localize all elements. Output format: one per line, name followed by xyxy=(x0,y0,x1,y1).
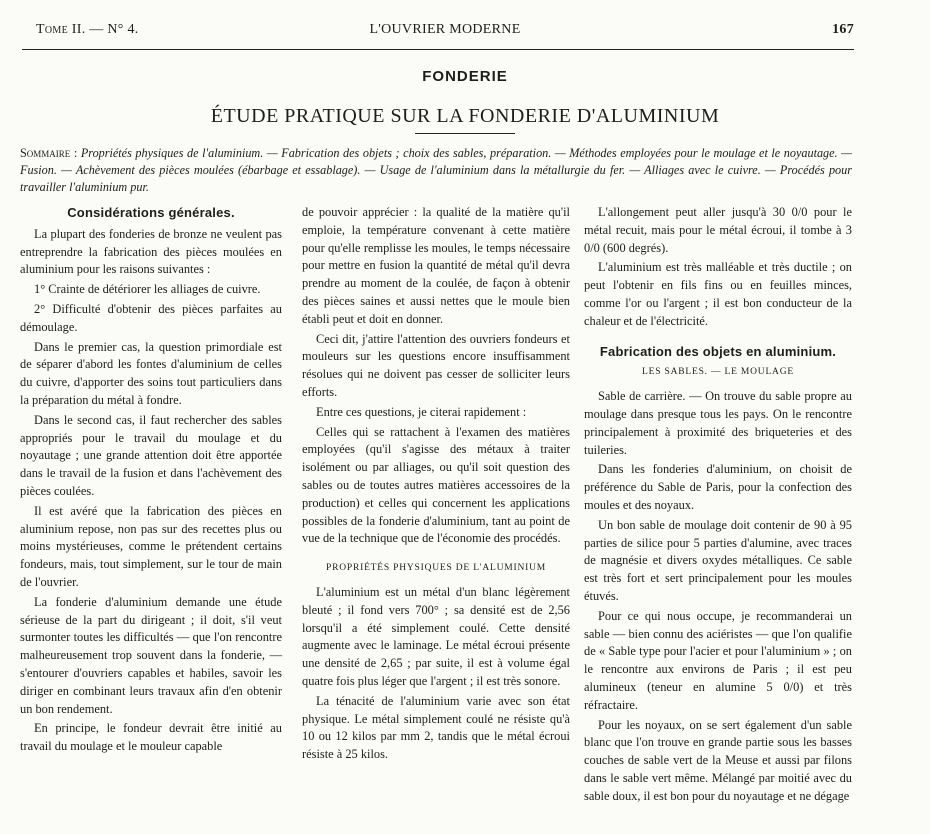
heading-fabrication: Fabrication des objets en aluminium. xyxy=(599,343,837,359)
paragraph: L'aluminium est un métal d'un blanc légèrement bleuté ; il fond vers 700° ; sa densité est de 2,56 lorsqu'il a été simplement coulé. Cette densité augmente avec le laminage. Le métal écroui présente une densité de 2,65 ; par suite, il est à volume égal quatre fois plus léger que l'argent ; il est très sonore. xyxy=(302,584,570,688)
page-number: 167 xyxy=(832,22,854,37)
column-1 xyxy=(20,204,282,756)
paragraph: Pour les noyaux, on se sert également d'un sable blanc que l'on trouve en grande partie sous les basses couches de sable vert de la Meuse et aussi par filons dans le sable vert même. Mélangé par moitié avec du sable doux, il est bon pour du noyautage et ne dégage xyxy=(584,717,852,803)
summary xyxy=(20,145,852,196)
summary-text: Propriétés physiques de l'aluminium. — Fabrication des objets ; choix des sables, préparation. — Méthodes employées pour le moulage et le noyautage. — Fusion. — Achèvement des pièces moulées (ébarbage et essablage). — Usage de l'aluminium dans la métallurgie du fer. — Alliages avec le cuivre. — Procédés pour travailler l'aluminium pur. xyxy=(20,146,853,194)
paragraph: de pouvoir apprécier : la qualité de la matière qu'il emploie, la température convenant à cette matière pour qu'elle remplisse les moules, le temps nécessaire pour mettre en fusion la quantité de métal qu'il devra prendre au moment de la coulée, de façon à obtenir des pièces saines et aussi nettes que le moule bien établi peut et doit en donner. xyxy=(302,205,570,326)
paragraph: Pour ce qui nous occupe, je recommanderai un sable — bien connu des aciéristes — que l'on qualifie de « Sable type pour l'acier et pour l'aluminium » ; on le rencontre aux environs de Paris ; il est peu alumineux (teneur en alumine 5 0/0) et très réfractaire. xyxy=(584,608,852,712)
paragraph: Dans les fonderies d'aluminium, on choisit de préférence du Sable de Paris, pour la confection des moules et des noyaux. xyxy=(584,462,852,512)
column-2 xyxy=(302,204,570,764)
column-3 xyxy=(584,204,852,806)
subheading-proprietes: PROPRIÉTÉS PHYSIQUES DE L'ALUMINIUM xyxy=(326,563,546,574)
paragraph: Il est avéré que la fabrication des pièces en aluminium repose, non pas sur des recettes plus ou moins mystérieuses, comme le prétendent certains fondeurs, mais, tout simplement, sur le tour de main de l'ouvrier. xyxy=(20,503,282,589)
heading-considerations: Considérations générales. xyxy=(67,205,235,220)
paragraph: 1° Crainte de détériorer les alliages de cuivre. xyxy=(34,282,261,297)
paragraph: L'allongement peut aller jusqu'à 30 0/0 pour le métal recuit, mais pour le métal écroui, il tombe à 3 0/0 (600 degrés). xyxy=(584,205,852,255)
paragraph: L'aluminium est très malléable et très ductile ; on peut l'obtenir en fils fins ou en feuilles minces, comme l'or ou l'argent ; il est bon conducteur de la chaleur et de l'électricité. xyxy=(584,260,852,328)
section-label: FONDERIE xyxy=(422,68,508,85)
volume-issue: Tome II. — N° 4. xyxy=(36,22,139,37)
paragraph: Ceci dit, j'attire l'attention des ouvriers fondeurs et mouleurs sur les questions encore insuffisamment résolues qui ne doivent pas cesser de solliciter leurs efforts. xyxy=(302,331,570,399)
title-rule xyxy=(415,133,515,134)
paragraph: Celles qui se rattachent à l'examen des matières employées (qu'il s'agisse des métaux à traiter isolément ou par alliages, ou qu'il soit question des sables ou de toutes autres matières accessoires de la production) et celles qui concernent les applications possibles de la fonderie d'aluminium, tant au point de vue de la technique que de l'économie des procédés. xyxy=(302,424,570,546)
paragraph: Un bon sable de moulage doit contenir de 90 à 95 parties de silice pour 5 parties d'alumine, avec traces de magnésie et divers oxydes métalliques. Ce sable est très fort et sert principalement pour les moules étuvés. xyxy=(584,517,852,603)
paragraph: Dans le premier cas, la question primordiale est de séparer d'abord les fontes d'aluminium de celles du cuivre, d'apporter des soins tout particuliers dans la préparation du métal à fondre. xyxy=(20,339,282,407)
paragraph: Dans le second cas, il faut rechercher des sables appropriés pour le travail du moulage et du noyautage ; une grande attention doit être apportée dans le travail de la fusion et dans l'achèvement des pièces coulées. xyxy=(20,412,282,498)
paragraph: Sable de carrière. — On trouve du sable propre au moulage dans presque tous les pays. On le rencontre principalement à proximité des briqueteries et des tuileries. xyxy=(584,389,852,457)
paragraph: 2° Difficulté d'obtenir des pièces parfaites au démoulage. xyxy=(20,301,282,334)
paragraph: En principe, le fondeur devrait être initié au travail du moulage et le mouleur capable xyxy=(20,721,282,754)
summary-lead: Sommaire : xyxy=(20,146,78,160)
article-title: ÉTUDE PRATIQUE SUR LA FONDERIE D'ALUMINIUM xyxy=(210,105,720,127)
subheading-sables: LES SABLES. — LE MOULAGE xyxy=(642,367,794,378)
paragraph: Entre ces questions, je citerai rapidement : xyxy=(316,404,527,419)
running-header xyxy=(36,22,854,44)
paragraph: La fonderie d'aluminium demande une étude sérieuse de la part du dirigeant ; il doit, s'il veut surmonter toutes les difficultés — que l'on rencontre malheureusement trop souvent dans la fonderie, — s'entourer d'ouvriers capables et habiles, savoir les diriger en combinant leurs travaux afin d'en obtenir un bon rendement. xyxy=(20,594,282,716)
header-rule xyxy=(22,49,854,50)
paragraph: La plupart des fonderies de bronze ne veulent pas entreprendre la fabrication des pièces moulées en aluminium pour les raisons suivantes : xyxy=(20,226,282,277)
paragraph: La ténacité de l'aluminium varie avec son état physique. Le métal simplement coulé ne résiste qu'à 10 ou 12 kilos par mm 2, tandis que le métal écroui résiste à 25 kilos. xyxy=(302,693,570,762)
journal-title: L'OUVRIER MODERNE xyxy=(369,22,521,37)
